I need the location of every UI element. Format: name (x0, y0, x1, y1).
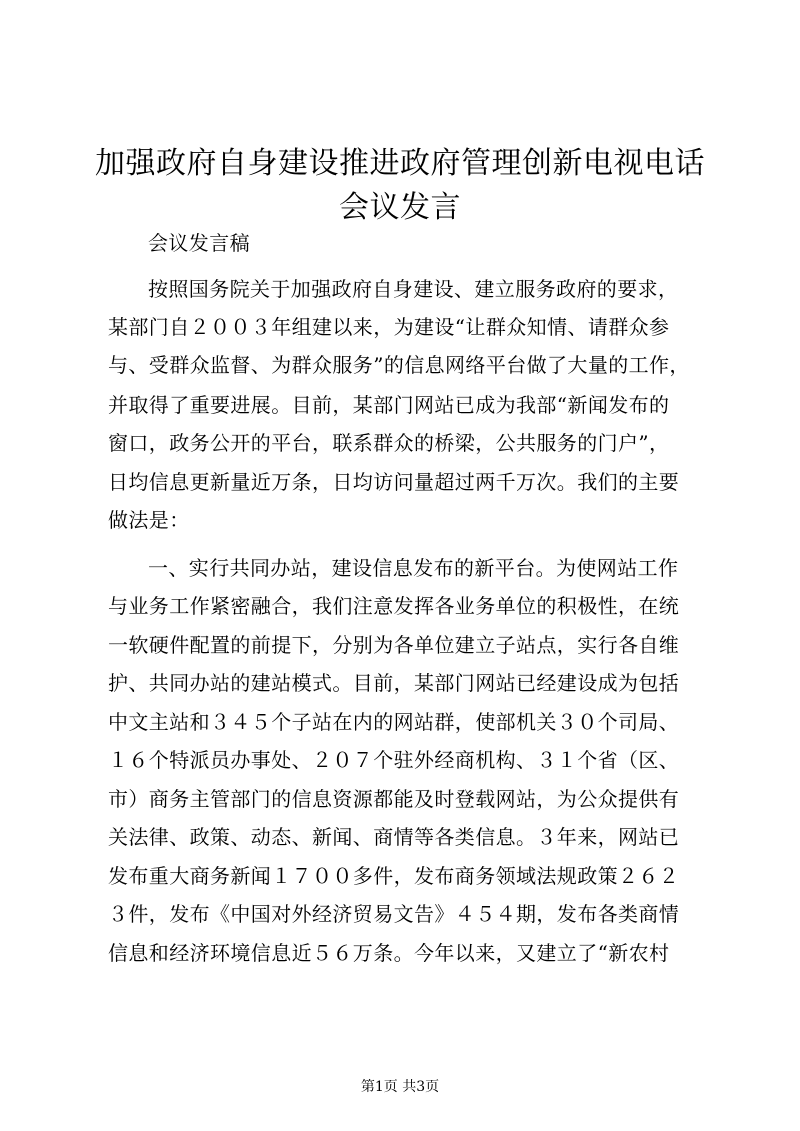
paragraph-line: 中文主站和３４５个子站在内的网站群，使部机关３０个司局、 (108, 710, 680, 734)
paragraph-line: 并取得了重要进展。目前，某部门网站已成为我部“新闻发布的 (108, 393, 670, 417)
paragraph-line: 发布重大商务新闻１７００多件，发布商务领域法规政策２６２ (108, 864, 680, 888)
page-number-footer: 第1页 共3页 (360, 1079, 440, 1095)
document-title-line-2: 会议发言 (339, 190, 461, 225)
paragraph-line: 一、实行共同办站，建设信息发布的新平台。为使网站工作 (148, 556, 679, 580)
paragraph-line: 按照国务院关于加强政府自身建设、建立服务政府的要求， (148, 277, 679, 301)
paragraph-line: 一软硬件配置的前提下，分别为各单位建立子站点，实行各自维 (108, 633, 680, 657)
paragraph-line: 做法是： (108, 508, 190, 532)
subtitle-line: 会议发言稿 (148, 231, 250, 255)
paragraph-line: ３件，发布《中国对外经济贸易文告》４５４期，发布各类商情 (108, 902, 680, 926)
document-title-line-1: 加强政府自身建设推进政府管理创新电视电话 (95, 146, 705, 181)
paragraph-line: 护、共同办站的建站模式。目前，某部门网站已经建设成为包括 (108, 671, 680, 695)
paragraph-line: 某部门自２００３年组建以来，为建设“让群众知情、请群众参 (108, 315, 670, 339)
paragraph-line: 关法律、政策、动态、新闻、商情等各类信息。３年来，网站已 (108, 825, 680, 849)
paragraph-line: 市）商务主管部门的信息资源都能及时登载网站，为公众提供有 (108, 787, 680, 811)
paragraph-line: 日均信息更新量近万条，日均访问量超过两千万次。我们的主要 (108, 470, 680, 494)
paragraph-line: 与业务工作紧密融合，我们注意发挥各业务单位的积极性，在统 (108, 594, 680, 618)
paragraph-line: １６个特派员办事处、２０７个驻外经商机构、３１个省（区、 (108, 748, 680, 772)
paragraph-line: 信息和经济环境信息近５６万条。今年以来，又建立了“新农村 (108, 941, 670, 965)
paragraph-line: 窗口，政务公开的平台，联系群众的桥梁，公共服务的门户”， (108, 431, 670, 455)
paragraph-line: 与、受群众监督、为群众服务”的信息网络平台做了大量的工作， (108, 353, 690, 377)
